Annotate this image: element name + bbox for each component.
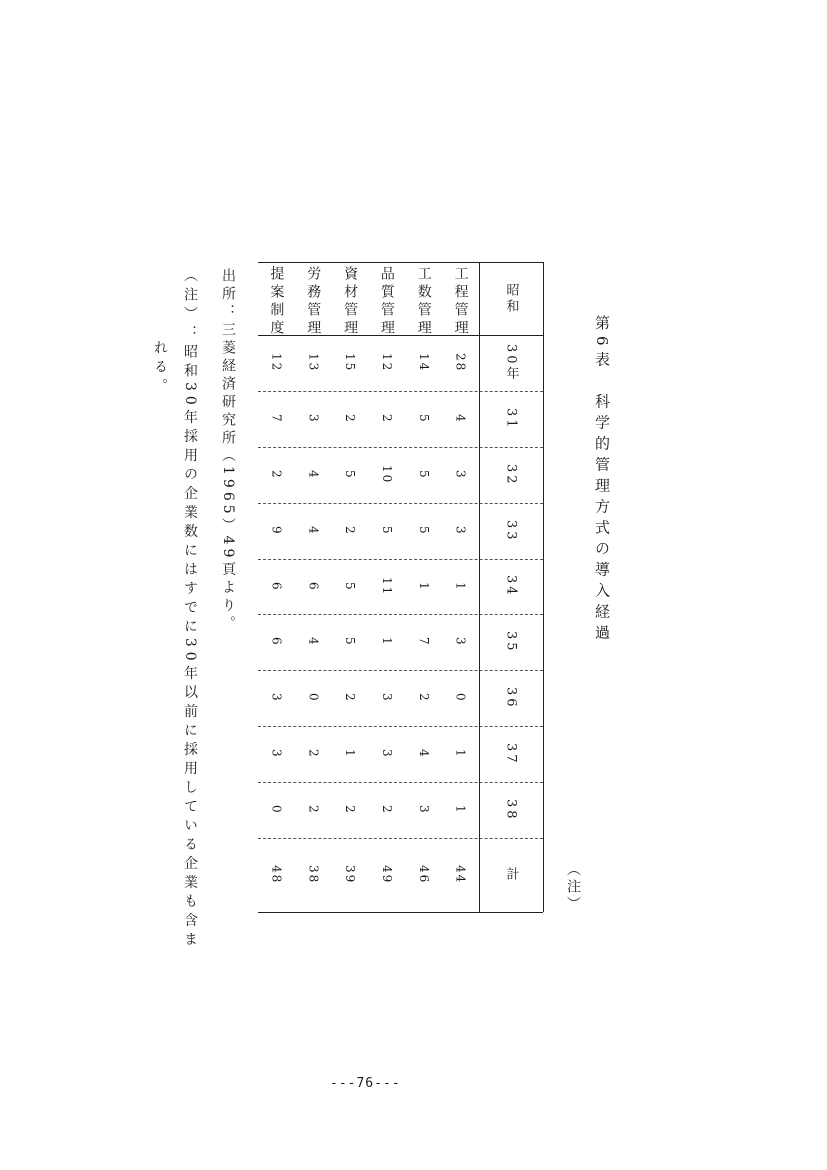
table-cell: 6 bbox=[269, 581, 284, 592]
row-label: 工程管理 bbox=[452, 266, 469, 338]
table-cell: 3 bbox=[453, 526, 468, 536]
table-cell: 1 bbox=[416, 581, 431, 592]
table-cell: 7 bbox=[269, 414, 284, 424]
table-cell: 3 bbox=[453, 637, 468, 647]
table-cell: 11 bbox=[379, 576, 394, 597]
table-cell: 7 bbox=[416, 637, 431, 647]
table-cell: 48 bbox=[269, 865, 284, 885]
column-header: 33 bbox=[503, 519, 519, 543]
row-label: 提案制度 bbox=[268, 266, 285, 338]
column-header: 37 bbox=[503, 742, 519, 766]
table-cell: 5 bbox=[343, 470, 358, 480]
table-cell: 5 bbox=[416, 414, 431, 424]
table-cell: 0 bbox=[306, 693, 321, 703]
table-cell: 2 bbox=[343, 526, 358, 536]
corner-label: 昭和 bbox=[503, 282, 519, 315]
table-cell: 39 bbox=[343, 865, 358, 885]
table-cell: 0 bbox=[453, 693, 468, 703]
table-cell: 4 bbox=[306, 637, 321, 647]
row-label: 資材管理 bbox=[342, 266, 359, 338]
table-cell: 5 bbox=[416, 526, 431, 536]
table-cell: 2 bbox=[416, 693, 431, 703]
column-header: 36 bbox=[503, 686, 519, 710]
table-cell: 5 bbox=[343, 637, 358, 647]
table-cell: 14 bbox=[416, 353, 431, 373]
table-cell: 1 bbox=[453, 805, 468, 815]
table-cell: 3 bbox=[379, 693, 394, 703]
column-header: 31 bbox=[503, 407, 519, 431]
table-cell: 49 bbox=[379, 865, 394, 885]
footnote-line-2: れる。 bbox=[152, 340, 168, 397]
table-cell: 2 bbox=[379, 805, 394, 815]
column-header: 計 bbox=[503, 867, 519, 883]
table-cell: 2 bbox=[343, 805, 358, 815]
table-cell: 9 bbox=[269, 526, 284, 536]
table-cell: 44 bbox=[453, 865, 468, 885]
table-cell: 38 bbox=[306, 865, 321, 885]
table-cell: 4 bbox=[453, 414, 468, 424]
table-cell: 46 bbox=[416, 865, 431, 885]
note-marker: （注） bbox=[565, 862, 581, 913]
table-cell: 13 bbox=[306, 353, 321, 373]
table-cell: 1 bbox=[453, 749, 468, 759]
table-cell: 5 bbox=[379, 526, 394, 536]
page-number: ---76--- bbox=[330, 1076, 401, 1091]
table-cell: 3 bbox=[269, 749, 284, 759]
table-cell: 10 bbox=[379, 465, 394, 485]
table-cell: 6 bbox=[269, 637, 284, 647]
table-cell: 6 bbox=[306, 581, 321, 592]
row-label: 工数管理 bbox=[415, 266, 432, 338]
table-cell: 3 bbox=[269, 693, 284, 703]
row-label: 労務管理 bbox=[305, 266, 322, 338]
table-cell: 2 bbox=[343, 693, 358, 703]
table-cell: 4 bbox=[306, 470, 321, 480]
table-cell: 3 bbox=[453, 470, 468, 480]
table-title: 第6表 科学的管理方式の導入経過 bbox=[593, 315, 611, 646]
table-cell: 4 bbox=[306, 526, 321, 536]
table-cell: 15 bbox=[343, 353, 358, 373]
footnote-line-1: （注）：昭和30年採用の企業数にはすでに30年以前に採用している企業も含ま bbox=[182, 268, 198, 951]
table-cell: 28 bbox=[453, 353, 468, 373]
table-cell: 2 bbox=[306, 749, 321, 759]
source-citation: 出所：三菱経済研究所（1965）49頁より。 bbox=[220, 268, 236, 634]
table-cell: 12 bbox=[269, 353, 284, 373]
column-header: 34 bbox=[503, 575, 519, 598]
table-cell: 2 bbox=[379, 414, 394, 424]
table-cell: 1 bbox=[453, 581, 468, 592]
table-cell: 3 bbox=[306, 414, 321, 424]
table-rule bbox=[258, 912, 543, 913]
column-header: 38 bbox=[503, 798, 519, 822]
table-rule bbox=[543, 262, 544, 912]
table-cell: 2 bbox=[269, 470, 284, 480]
table-cell: 5 bbox=[416, 470, 431, 480]
table-cell: 0 bbox=[269, 805, 284, 815]
table-cell: 2 bbox=[343, 414, 358, 424]
table-cell: 3 bbox=[379, 749, 394, 759]
column-header: 32 bbox=[503, 463, 519, 487]
table-cell: 1 bbox=[343, 749, 358, 759]
column-header: 30年 bbox=[503, 343, 519, 383]
table-cell: 12 bbox=[379, 353, 394, 373]
table-cell: 2 bbox=[306, 805, 321, 815]
row-label: 品質管理 bbox=[378, 266, 395, 338]
table-cell: 5 bbox=[343, 581, 358, 592]
table-cell: 1 bbox=[379, 637, 394, 647]
column-header: 35 bbox=[503, 630, 519, 654]
table-cell: 4 bbox=[416, 749, 431, 759]
table-cell: 3 bbox=[416, 805, 431, 815]
